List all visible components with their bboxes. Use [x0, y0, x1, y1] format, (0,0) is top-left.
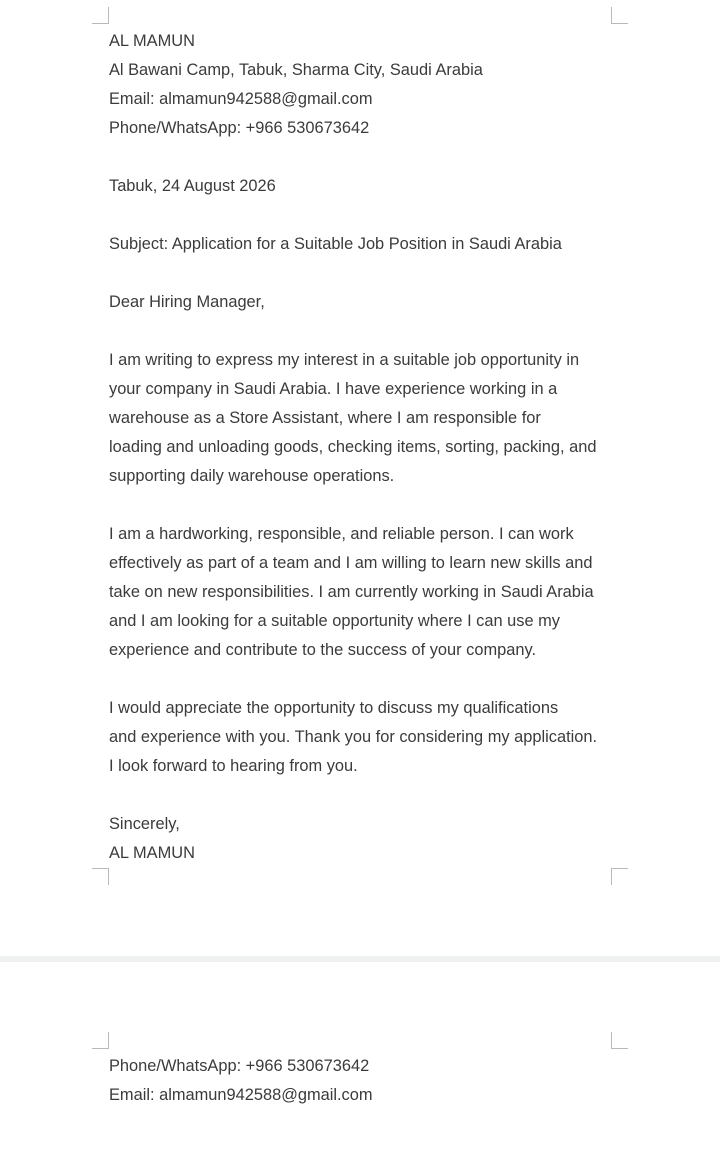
paragraph-1-line: I am writing to express my interest in a suitable job opportunity in: [109, 351, 580, 369]
paragraph-1: [109, 346, 621, 491]
place-date: Tabuk, 24 August 2026: [109, 177, 276, 195]
page-2-phone: Phone/WhatsApp: +966 530673642: [109, 1057, 370, 1075]
paragraph-3-line: and experience with you. Thank you for considering my application.: [109, 728, 598, 746]
paragraph-3-line: I would appreciate the opportunity to discuss my qualifications: [109, 699, 559, 717]
margin-corner-top-left: [92, 1032, 109, 1049]
margin-corner-bottom-left: [92, 868, 109, 885]
page-2-body: [109, 1052, 621, 1110]
paragraph-2: [109, 520, 621, 665]
paragraph-2-line: experience and contribute to the success of your company.: [109, 641, 537, 659]
sender-address: Al Bawani Camp, Tabuk, Sharma City, Saudi Arabia: [109, 61, 483, 79]
margin-corner-top-left: [92, 7, 109, 24]
paragraph-2-line: take on new responsibilities. I am currently working in Saudi Arabia: [109, 583, 594, 601]
document-page-2: [0, 962, 720, 1169]
margin-corner-bottom-right: [611, 868, 628, 885]
sender-email: Email: almamun942588@gmail.com: [109, 90, 373, 108]
salutation: Dear Hiring Manager,: [109, 293, 265, 311]
closing: Sincerely,: [109, 815, 180, 833]
sender-name: AL MAMUN: [109, 32, 195, 50]
paragraph-1-line: loading and unloading goods, checking items, sorting, packing, and: [109, 438, 597, 456]
signature-name: AL MAMUN: [109, 844, 195, 862]
margin-corner-top-right: [611, 1032, 628, 1049]
paragraph-1-line: warehouse as a Store Assistant, where I am responsible for: [109, 409, 541, 427]
subject-line: Subject: Application for a Suitable Job Position in Saudi Arabia: [109, 235, 562, 253]
page-2-email: Email: almamun942588@gmail.com: [109, 1086, 373, 1104]
paragraph-2-line: I am a hardworking, responsible, and reliable person. I can work: [109, 525, 574, 543]
margin-corner-top-right: [611, 7, 628, 24]
sender-phone: Phone/WhatsApp: +966 530673642: [109, 119, 370, 137]
paragraph-1-line: supporting daily warehouse operations.: [109, 467, 395, 485]
letter-body: [109, 27, 621, 868]
paragraph-2-line: effectively as part of a team and I am willing to learn new skills and: [109, 554, 593, 572]
paragraph-2-line: and I am looking for a suitable opportunity where I can use my: [109, 612, 560, 630]
paragraph-3-line: I look forward to hearing from you.: [109, 757, 358, 775]
paragraph-3: [109, 694, 621, 781]
paragraph-1-line: your company in Saudi Arabia. I have experience working in a: [109, 380, 558, 398]
